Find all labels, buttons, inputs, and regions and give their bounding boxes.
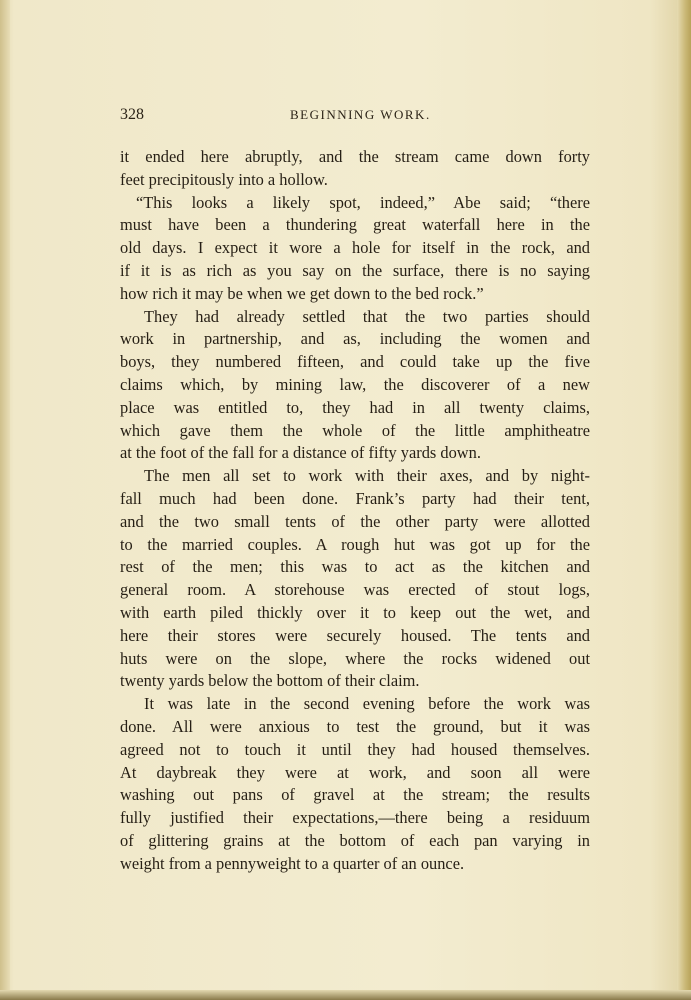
text-line: must have been a thundering great waterfall here in the xyxy=(120,215,590,235)
text-line: feet precipitously into a hollow. xyxy=(120,169,328,189)
text-line: how rich it may be when we get down to the bed rock.” xyxy=(120,283,484,303)
page-header xyxy=(120,106,590,126)
text-line: The men all set to work with their axes, and by night- xyxy=(144,466,590,486)
text-line: it ended here abruptly, and the stream came down forty xyxy=(120,147,590,166)
page-left-edge xyxy=(0,0,10,1000)
text-line: done. All were anxious to test the ground, but it was xyxy=(120,716,590,736)
text-line: at the foot of the fall for a distance of fifty yards down. xyxy=(120,443,481,463)
text-line: fall much had been done. Frank’s party had their tent, xyxy=(120,488,590,508)
text-line: claims which, by mining law, the discoverer of a new xyxy=(120,374,590,394)
page-bottom-edge xyxy=(0,990,691,1000)
text-line: place was entitled to, they had in all twenty claims, xyxy=(120,397,590,417)
text-line: It was late in the second evening before the work was xyxy=(144,694,590,714)
text-line: agreed not to touch it until they had housed themselves. xyxy=(120,739,590,759)
text-line: with earth piled thickly over it to keep out the wet, and xyxy=(120,602,590,622)
text-line: if it is as rich as you say on the surface, there is no saying xyxy=(120,260,590,280)
text-line: twenty yards below the bottom of their claim. xyxy=(120,671,420,691)
text-line: weight from a pennyweight to a quarter of an ounce. xyxy=(120,853,465,873)
text-line: rest of the men; this was to act as the kitchen and xyxy=(120,557,590,577)
text-line: boys, they numbered fifteen, and could take up the five xyxy=(120,352,590,372)
text-line: They had already settled that the two parties should xyxy=(144,306,590,326)
text-line: to the married couples. A rough hut was got up for the xyxy=(120,534,590,554)
page-number: 328 xyxy=(120,106,144,123)
text-line: general room. A storehouse was erected of stout logs, xyxy=(120,580,590,600)
text-line: and the two small tents of the other party were allotted xyxy=(120,511,590,531)
text-line: “This looks a likely spot, indeed,” Abe said; “there xyxy=(136,192,590,212)
text-line: washing out pans of gravel at the stream; the results xyxy=(120,785,590,805)
text-line: old days. I expect it wore a hole for itself in the rock, and xyxy=(120,238,590,258)
body-text xyxy=(120,146,590,876)
text-line: fully justified their expectations,—there being a residuum xyxy=(120,808,590,828)
text-line: which gave them the whole of the little amphitheatre xyxy=(120,420,590,440)
text-line: of glittering grains at the bottom of each pan varying in xyxy=(120,830,590,850)
text-line: At daybreak they were at work, and soon all were xyxy=(120,762,590,782)
running-head: BEGINNING WORK. xyxy=(290,107,431,122)
text-line: here their stores were securely housed. The tents and xyxy=(120,625,590,645)
text-line: huts were on the slope, where the rocks widened out xyxy=(120,648,590,668)
page-right-edge xyxy=(677,0,691,1000)
text-line: work in partnership, and as, including the women and xyxy=(120,329,590,349)
